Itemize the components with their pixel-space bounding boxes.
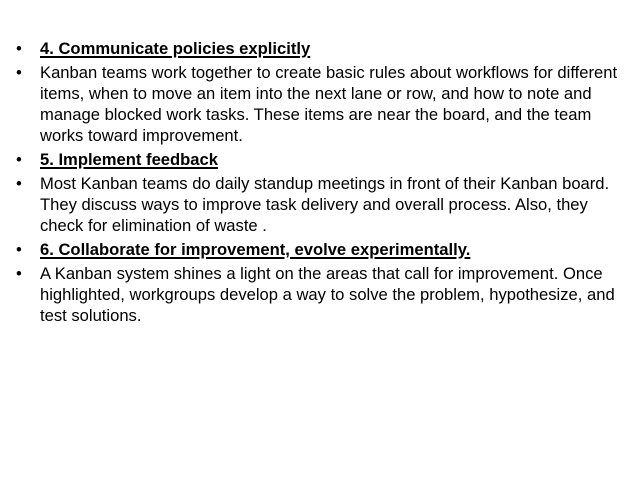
bullet-list	[16, 38, 622, 329]
bullet-icon: •	[16, 150, 22, 169]
bullet-icon: •	[16, 174, 22, 193]
bullet-item-policies-heading	[16, 38, 622, 59]
body-implement-feedback: Most Kanban teams do daily standup meetings in front of their Kanban board. They discuss ways to improve task delivery and overall process. Also, they check for elimination of waste .	[40, 174, 610, 235]
bullet-item-feedback-heading	[16, 149, 622, 170]
body-collaborate-improvement: A Kanban system shines a light on the areas that call for improvement. Once highlighted, workgroups develop a way to solve the problem, hypothesize, and test solutions.	[40, 264, 615, 325]
heading-collaborate-improvement: 6. Collaborate for improvement, evolve experimentally.	[40, 240, 471, 259]
bullet-item-collaborate-heading	[16, 239, 622, 260]
bullet-item-feedback-body	[16, 173, 622, 236]
bullet-icon: •	[16, 63, 22, 82]
bullet-item-collaborate-body	[16, 263, 622, 326]
bullet-item-policies-body	[16, 62, 622, 146]
heading-implement-feedback: 5. Implement feedback	[40, 150, 218, 169]
bullet-icon: •	[16, 240, 22, 259]
body-communicate-policies: Kanban teams work together to create basic rules about workflows for different items, when to move an item into the next lane or row, and how to note and manage blocked work tasks. These items are near the board, and the team works toward improvement.	[40, 63, 618, 145]
bullet-icon: •	[16, 39, 22, 58]
heading-communicate-policies: 4. Communicate policies explicitly	[40, 39, 311, 58]
bullet-icon: •	[16, 264, 22, 283]
